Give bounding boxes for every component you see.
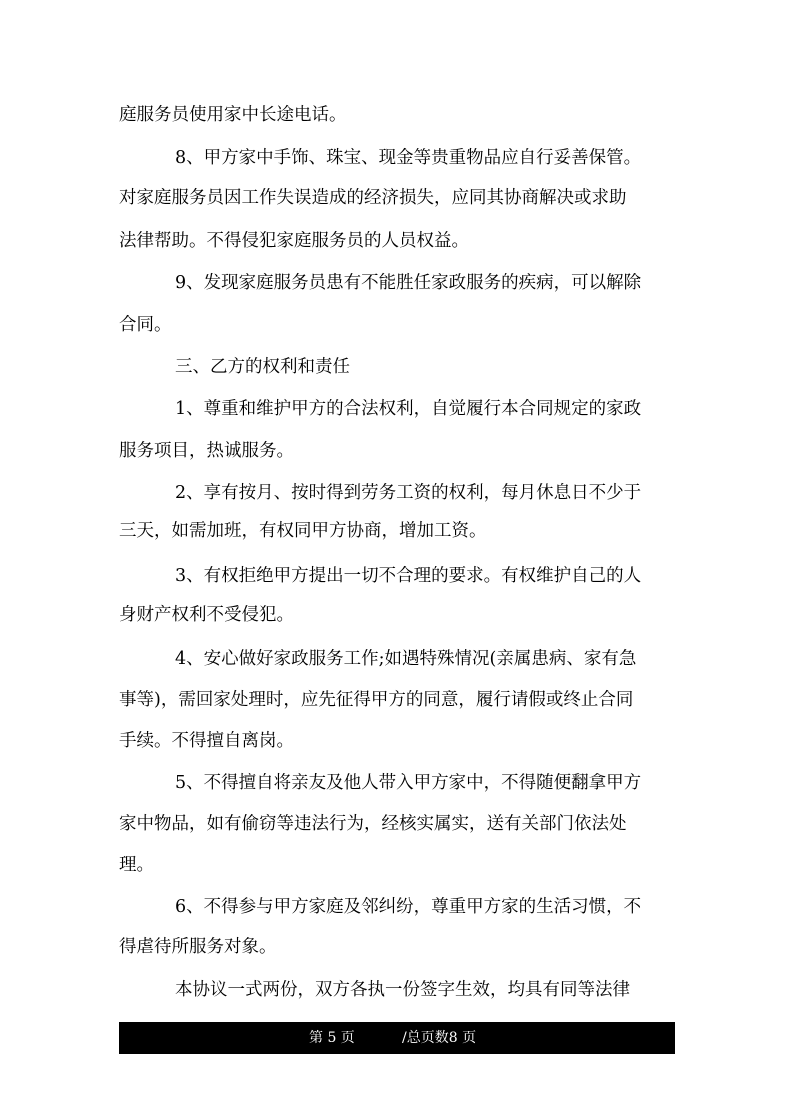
text-line-11: 三天，如需加班，有权同甲方协商，增加工资。 xyxy=(119,521,487,541)
page-footer-bar xyxy=(119,1022,675,1054)
text-line-18: 家中物品，如有偷窃等违法行为，经核实属实，送有关部门依法处 xyxy=(119,814,627,834)
page-number: 第 5 页 xyxy=(309,1030,355,1046)
text-line-19: 理。 xyxy=(119,855,154,875)
text-line-16: 手续。不得擅自离岗。 xyxy=(119,731,294,751)
text-line-15: 事等)，需回家处理时，应先征得甲方的同意，履行请假或终止合同 xyxy=(119,690,634,710)
text-line-20: 6、不得参与甲方家庭及邻纠纷，尊重甲方家的生活习惯，不 xyxy=(175,897,642,917)
section-heading: 三、乙方的权利和责任 xyxy=(175,357,350,377)
text-line-6: 合同。 xyxy=(119,315,172,335)
text-line-13: 身财产权利不受侵犯。 xyxy=(119,605,294,625)
text-line-8: 1、尊重和维护甲方的合法权利，自觉履行本合同规定的家政 xyxy=(175,399,642,419)
text-line-21: 得虐待所服务对象。 xyxy=(119,937,277,957)
text-line-1: 庭服务员使用家中长途电话。 xyxy=(119,105,347,125)
text-line-12: 3、有权拒绝甲方提出一切不合理的要求。有权维护自己的人 xyxy=(175,566,642,586)
text-line-9: 服务项目，热诚服务。 xyxy=(119,441,294,461)
text-line-22: 本协议一式两份，双方各执一份签字生效，均具有同等法律 xyxy=(175,980,630,1000)
text-line-14: 4、安心做好家政服务工作;如遇特殊情况(亲属患病、家有急 xyxy=(175,649,637,669)
total-pages: /总页数8 页 xyxy=(402,1030,477,1046)
text-line-4: 法律帮助。不得侵犯家庭服务员的人员权益。 xyxy=(119,231,469,251)
text-line-5: 9、发现家庭服务员患有不能胜任家政服务的疾病，可以解除 xyxy=(175,273,642,293)
text-line-2: 8、甲方家中手饰、珠宝、现金等贵重物品应自行妥善保管。 xyxy=(175,148,642,168)
text-line-17: 5、不得擅自将亲友及他人带入甲方家中，不得随便翻拿甲方 xyxy=(175,773,642,793)
text-line-3: 对家庭服务员因工作失误造成的经济损失，应同其协商解决或求助 xyxy=(119,188,627,208)
text-line-10: 2、享有按月、按时得到劳务工资的权利，每月休息日不少于 xyxy=(175,483,642,503)
